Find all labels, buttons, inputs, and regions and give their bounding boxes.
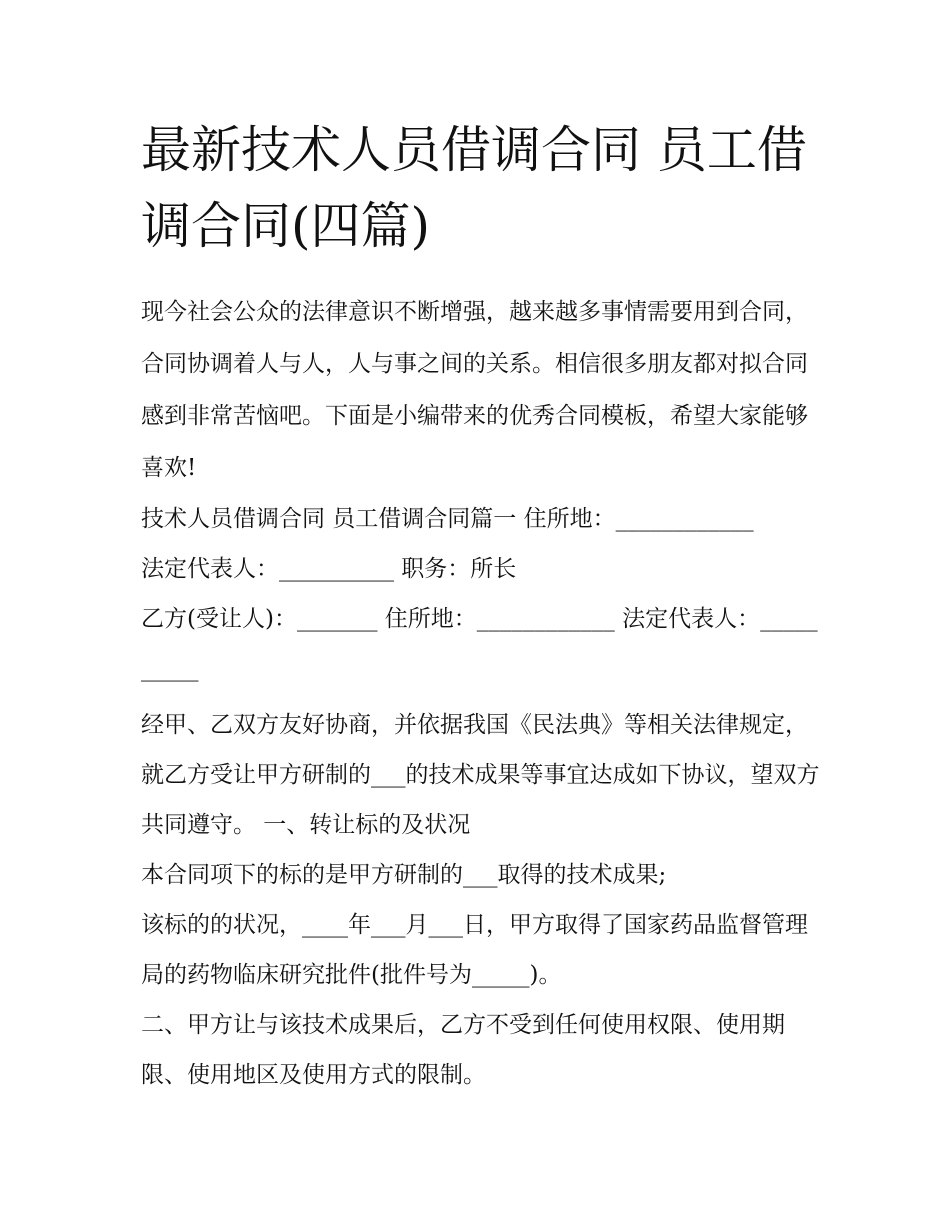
intro-paragraph: 现今社会公众的法律意识不断增强，越来越多事情需要用到合同，合同协调着人与人，人与事之间的关系。相信很多朋友都对拟合同感到非常苦恼吧。下面是小编带来的优秀合同模板，希望大家能够喜欢!: [141, 299, 808, 481]
document-page: [141, 112, 821, 1100]
agreement-paragraph: 经甲、乙双方友好协商，并依据我国《民法典》等相关法律规定，就乙方受让甲方研制的___的技术成果等事宜达成如下协议，望双方共同遵守。 一、转让标的及状况: [141, 712, 820, 838]
clause-two-paragraph: 二、甲方让与该技术成果后，乙方不受到任何使用权限、使用期限、使用地区及使用方式的限制。: [141, 1012, 785, 1088]
party-b-line: 乙方(受让人)：_______ 住所地：____________ 法定代表人：__________: [141, 606, 818, 682]
party-a-representative-line: 法定代表人：__________ 职务：所长: [141, 556, 517, 582]
subject-status-paragraph: 该标的的状况，____年___月___日，甲方取得了国家药品监督管理局的药物临床研究批件(批件号为_____)。: [141, 912, 808, 988]
subject-matter-paragraph: 本合同项下的标的是甲方研制的___取得的技术成果;: [141, 862, 667, 888]
party-a-address-line: 技术人员借调合同 员工借调合同篇一 住所地：____________: [141, 506, 754, 532]
document-title: 最新技术人员借调合同 员工借调合同(四篇): [141, 121, 807, 255]
